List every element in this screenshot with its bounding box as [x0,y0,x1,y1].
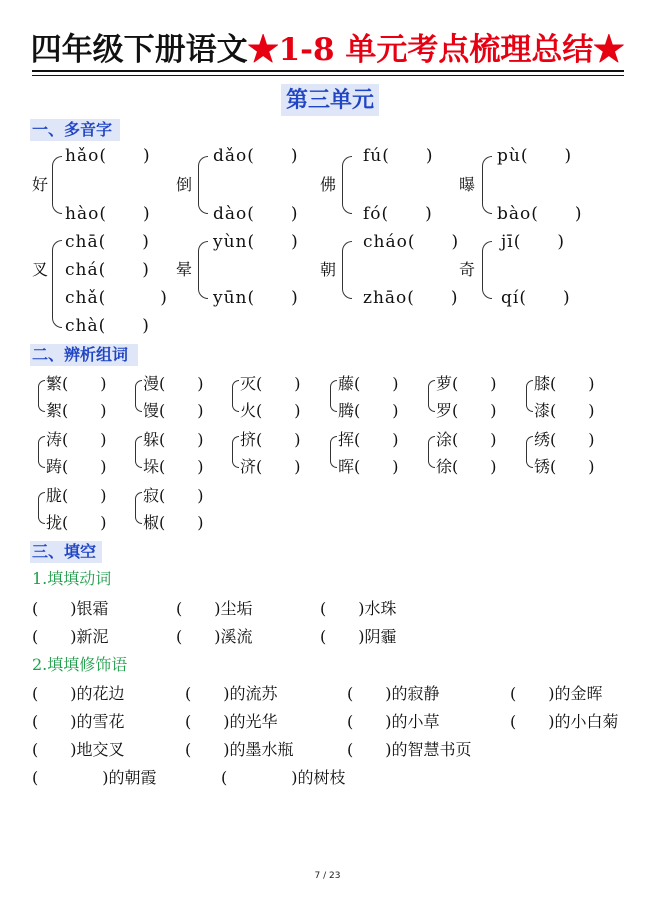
pinyin-blank: bào( ) [497,204,583,224]
pinyin-blank: yùn( ) [213,232,299,252]
pair-brace [38,380,45,412]
subheading-verbs: 1.填填动词 [32,569,112,588]
modifier-blank: ( )的雪花 [32,712,125,731]
brace [342,241,352,299]
compare-char-blank: 锈( ) [534,457,595,476]
modifier-blank: ( )的墨水瓶 [185,740,294,759]
compare-char-blank: 涂( ) [436,430,497,449]
modifier-blank: ( )的寂静 [347,684,440,703]
verb-blank: ( )尘垢 [176,599,253,618]
subheading-modifiers: 2.填填修饰语 [32,655,128,674]
compare-char-blank: 胧( ) [46,486,107,505]
compare-char-blank: 绣( ) [534,430,595,449]
compare-char-blank: 灭( ) [240,374,301,393]
compare-char-blank: 絮( ) [46,401,107,420]
verb-blank: ( )水珠 [320,599,397,618]
title-underline-thin [32,75,624,76]
compare-char-blank: 椒( ) [143,513,204,532]
verb-blank: ( )溪流 [176,627,253,646]
pinyin-blank: hǎo( ) [65,146,151,166]
polyphone-char: 佛 [320,175,337,194]
section-header-duoyin: 一、多音字 [32,120,113,139]
polyphone-char: 倒 [176,175,193,194]
compare-char-blank: 寂( ) [143,486,204,505]
modifier-blank: ( )的朝霞 [32,768,157,787]
brace [198,241,208,299]
pair-brace [330,436,337,468]
brace [52,156,62,214]
pair-brace [232,380,239,412]
polyphone-char: 晕 [176,260,193,279]
modifier-blank: ( )的小白菊 [510,712,619,731]
pinyin-blank: yūn( ) [213,288,299,308]
polyphone-char: 曝 [459,175,476,194]
verb-blank: ( )银霜 [32,599,109,618]
pinyin-blank: qí( ) [501,288,571,308]
section-header-bianxi: 二、辨析组词 [32,345,129,364]
compare-char-blank: 繁( ) [46,374,107,393]
polyphone-char: 好 [32,175,49,194]
compare-char-blank: 晖( ) [338,457,399,476]
compare-char-blank: 漆( ) [534,401,595,420]
modifier-blank: ( )的智慧书页 [347,740,472,759]
brace [342,156,352,214]
pinyin-blank: fó( ) [363,204,433,224]
pair-brace [38,436,45,468]
compare-char-blank: 罗( ) [436,401,497,420]
pinyin-blank: pù( ) [497,146,573,166]
pinyin-blank: cháo( ) [363,232,460,252]
compare-char-blank: 馒( ) [143,401,204,420]
compare-char-blank: 躲( ) [143,430,204,449]
pinyin-blank: chá( ) [65,260,150,280]
compare-char-blank: 藤( ) [338,374,399,393]
compare-char-blank: 膝( ) [534,374,595,393]
compare-char-blank: 挥( ) [338,430,399,449]
polyphone-char: 朝 [320,260,337,279]
pinyin-blank: dào( ) [213,204,299,224]
verb-blank: ( )新泥 [32,627,109,646]
verb-blank: ( )阴霾 [320,627,397,646]
pair-brace [135,492,142,524]
modifier-blank: ( )地交叉 [32,740,125,759]
compare-char-blank: 徐( ) [436,457,497,476]
pair-brace [428,436,435,468]
compare-char-blank: 腾( ) [338,401,399,420]
brace [198,156,208,214]
modifier-blank: ( )的小草 [347,712,440,731]
modifier-blank: ( )的光华 [185,712,278,731]
modifier-blank: ( )的花边 [32,684,125,703]
compare-char-blank: 踌( ) [46,457,107,476]
compare-char-blank: 漫( ) [143,374,204,393]
compare-char-blank: 济( ) [240,457,301,476]
pinyin-blank: dǎo( ) [213,146,299,166]
brace [482,241,492,299]
brace [52,240,62,328]
pair-brace [135,380,142,412]
compare-char-blank: 火( ) [240,401,301,420]
pair-brace [38,492,45,524]
pinyin-blank: jī( ) [501,232,565,252]
unit-heading: 第三单元 [285,87,374,113]
pair-brace [526,380,533,412]
compare-char-blank: 垛( ) [143,457,204,476]
pinyin-blank: chà( ) [65,316,150,336]
polyphone-char: 奇 [459,260,476,279]
pair-brace [135,436,142,468]
pair-brace [330,380,337,412]
pinyin-blank: fú( ) [363,146,434,166]
compare-char-blank: 拢( ) [46,513,107,532]
section-header-tiankong: 三、填空 [32,542,97,561]
pinyin-blank: chā( ) [65,232,150,252]
page-number: 7 / 23 [314,871,341,881]
modifier-blank: ( )的树枝 [221,768,346,787]
compare-char-blank: 萝( ) [436,374,497,393]
pinyin-blank: zhāo( ) [363,288,459,308]
title-underline [32,70,624,72]
compare-char-blank: 挤( ) [240,430,301,449]
page-title: 四年级下册语文★1-8 单元考点梳理总结★ [30,32,625,68]
pair-brace [428,380,435,412]
modifier-blank: ( )的金晖 [510,684,603,703]
polyphone-char: 叉 [32,260,49,279]
brace [482,156,492,214]
modifier-blank: ( )的流苏 [185,684,278,703]
pair-brace [526,436,533,468]
compare-char-blank: 涛( ) [46,430,107,449]
pair-brace [232,436,239,468]
pinyin-blank: chǎ( ) [65,288,168,308]
pinyin-blank: hào( ) [65,204,151,224]
